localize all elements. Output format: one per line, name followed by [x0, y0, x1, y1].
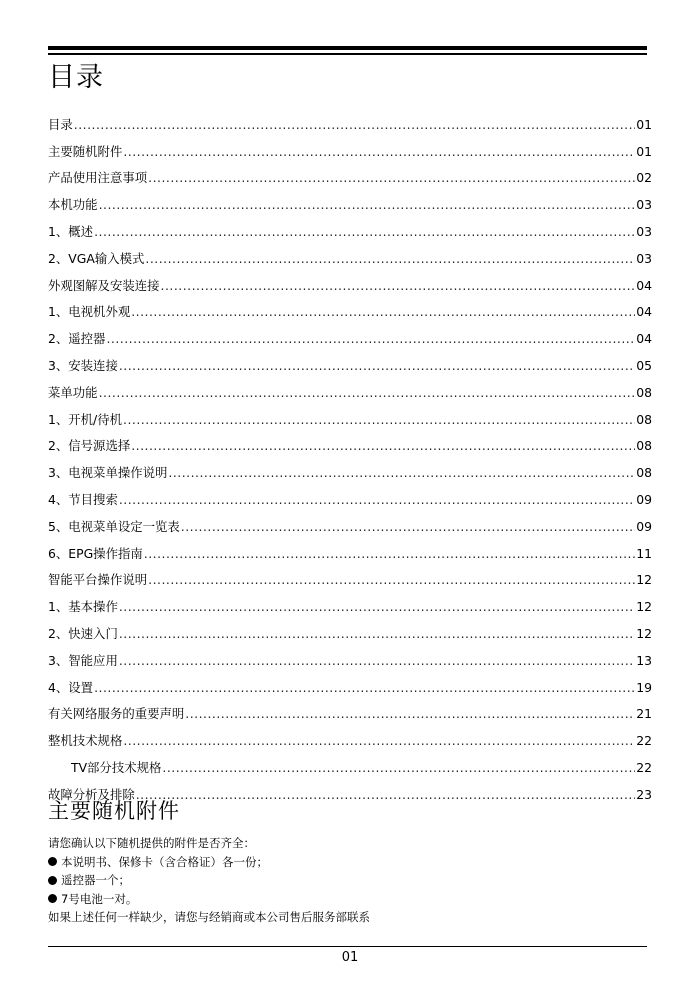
- toc-entry-title: 3、智能应用: [48, 652, 118, 668]
- toc-leader-dots: [119, 653, 635, 668]
- toc-entry[interactable]: [48, 614, 652, 641]
- list-item-text: 遥控器一个；: [61, 873, 130, 888]
- toc-leader-dots: [168, 465, 635, 480]
- header-rule-thin: [48, 53, 647, 55]
- toc-entry[interactable]: [48, 266, 652, 293]
- toc-entry-title: 目录: [48, 116, 73, 132]
- toc-entry-page: 09: [636, 491, 652, 507]
- toc-entry-page: 05: [636, 357, 652, 373]
- toc-leader-dots: [119, 358, 635, 373]
- toc-entry-page: 03: [636, 250, 652, 266]
- toc-leader-dots: [148, 170, 635, 185]
- toc-entry[interactable]: [48, 480, 652, 507]
- toc-entry[interactable]: [48, 239, 652, 266]
- toc-leader-dots: [99, 197, 636, 212]
- list-item: [48, 890, 652, 909]
- toc-entry-page: 08: [636, 384, 652, 400]
- toc-leader-dots: [131, 304, 635, 319]
- page-number: 01: [341, 950, 359, 965]
- toc-leader-dots: [123, 733, 635, 748]
- toc-entry-title: 2、信号源选择: [48, 438, 131, 454]
- toc-entry-title: 智能平台操作说明: [48, 572, 148, 588]
- toc-entry-page: 08: [636, 411, 652, 427]
- toc-entry-page: 22: [636, 733, 652, 749]
- toc-entry[interactable]: [48, 561, 652, 588]
- list-item: [48, 871, 652, 890]
- bullet-icon: [48, 857, 57, 866]
- toc-entry[interactable]: [48, 641, 652, 668]
- bullet-icon: [48, 876, 57, 885]
- toc-entry-page: 19: [636, 679, 652, 695]
- toc-entry-title: 1、电视机外观: [48, 304, 131, 320]
- toc-entry-title: 1、概述: [48, 223, 94, 239]
- toc-entry-page: 04: [636, 277, 652, 293]
- list-item: [48, 853, 652, 872]
- toc-leader-dots: [119, 626, 635, 641]
- table-of-contents: [48, 105, 652, 802]
- toc-entry-title: TV部分技术规格: [71, 759, 162, 775]
- toc-entry[interactable]: [48, 346, 652, 373]
- toc-entry-page: 03: [636, 223, 652, 239]
- toc-leader-dots: [94, 224, 635, 239]
- toc-entry-page: 12: [636, 625, 652, 641]
- toc-entry-title: 主要随机附件: [48, 143, 123, 159]
- toc-leader-dots: [185, 706, 635, 721]
- toc-leader-dots: [119, 599, 635, 614]
- accessories-note: 如果上述任何一样缺少，请您与经销商或本公司售后服务部联系: [48, 910, 370, 925]
- toc-entry-page: 01: [636, 116, 652, 132]
- accessories-heading: 主要随机附件: [48, 799, 180, 823]
- toc-entry-page: 09: [636, 518, 652, 534]
- toc-leader-dots: [74, 117, 635, 132]
- accessories-section: [48, 834, 652, 927]
- toc-entry[interactable]: [48, 534, 652, 561]
- toc-entry-page: 21: [636, 706, 652, 722]
- header-rule-thick: [48, 46, 647, 50]
- toc-entry[interactable]: [48, 668, 652, 695]
- toc-entry-page: 04: [636, 331, 652, 347]
- toc-entry[interactable]: [48, 400, 652, 427]
- toc-entry-title: 本机功能: [48, 197, 98, 213]
- toc-entry-page: 04: [636, 304, 652, 320]
- toc-entry[interactable]: [48, 748, 652, 775]
- toc-entry-title: 外观图解及安装连接: [48, 277, 160, 293]
- toc-leader-dots: [119, 492, 635, 507]
- toc-entry-title: 整机技术规格: [48, 733, 123, 749]
- bullet-icon: [48, 894, 57, 903]
- toc-entry[interactable]: [48, 185, 652, 212]
- toc-leader-dots: [123, 412, 635, 427]
- toc-entry[interactable]: [48, 453, 652, 480]
- toc-entry-page: 03: [636, 197, 652, 213]
- toc-entry-title: 3、电视菜单操作说明: [48, 465, 168, 481]
- toc-entry-title: 1、基本操作: [48, 599, 118, 615]
- toc-leader-dots: [99, 385, 636, 400]
- toc-entry-title: 有关网络服务的重要声明: [48, 706, 185, 722]
- toc-entry[interactable]: [48, 695, 652, 722]
- toc-entry-page: 23: [636, 786, 652, 802]
- toc-entry[interactable]: [48, 427, 652, 454]
- toc-leader-dots: [94, 680, 635, 695]
- toc-entry-title: 4、设置: [48, 679, 94, 695]
- toc-entry-title: 2、遥控器: [48, 331, 106, 347]
- toc-entry-page: 22: [636, 759, 652, 775]
- toc-entry[interactable]: [48, 507, 652, 534]
- toc-leader-dots: [136, 787, 635, 802]
- toc-entry-title: 6、EPG操作指南: [48, 545, 143, 561]
- toc-entry-page: 01: [636, 143, 652, 159]
- toc-entry[interactable]: [48, 373, 652, 400]
- toc-leader-dots: [148, 572, 635, 587]
- toc-entry[interactable]: [48, 212, 652, 239]
- toc-entry[interactable]: [48, 132, 652, 159]
- list-item-text: 本说明书、保修卡（含合格证）各一份；: [61, 854, 268, 869]
- toc-entry-page: 12: [636, 599, 652, 615]
- toc-entry[interactable]: [48, 319, 652, 346]
- toc-entry-title: 1、开机/待机: [48, 411, 123, 427]
- toc-entry-title: 5、电视菜单设定一览表: [48, 518, 180, 534]
- toc-entry-title: 2、快速入门: [48, 625, 118, 641]
- toc-leader-dots: [145, 251, 635, 266]
- toc-entry[interactable]: [48, 159, 652, 186]
- list-item-text: 7号电池一对。: [61, 891, 138, 906]
- toc-entry-title: 3、安装连接: [48, 357, 118, 373]
- toc-leader-dots: [123, 144, 635, 159]
- toc-entry[interactable]: [48, 587, 652, 614]
- toc-entry-page: 08: [636, 438, 652, 454]
- accessories-intro: 请您确认以下随机提供的附件是否齐全：: [48, 836, 255, 850]
- toc-entry-title: 菜单功能: [48, 384, 98, 400]
- toc-leader-dots: [131, 438, 635, 453]
- toc-entry-title: 4、节目搜索: [48, 491, 118, 507]
- toc-leader-dots: [162, 760, 635, 775]
- footer-rule: [48, 946, 647, 947]
- toc-leader-dots: [106, 331, 635, 346]
- toc-entry-title: 2、VGA输入模式: [48, 250, 145, 266]
- toc-leader-dots: [144, 546, 635, 561]
- toc-entry-page: 11: [636, 545, 652, 561]
- toc-heading: 目录: [48, 62, 104, 93]
- toc-entry-title: 产品使用注意事项: [48, 170, 148, 186]
- toc-entry[interactable]: [48, 293, 652, 320]
- toc-entry-page: 08: [636, 465, 652, 481]
- toc-leader-dots: [161, 278, 636, 293]
- toc-entry-page: 02: [636, 170, 652, 186]
- toc-leader-dots: [181, 519, 635, 534]
- toc-entry-title: 故障分析及排除: [48, 786, 135, 802]
- toc-entry[interactable]: [48, 105, 652, 132]
- toc-entry[interactable]: [48, 721, 652, 748]
- toc-entry-page: 12: [636, 572, 652, 588]
- toc-entry-page: 13: [636, 652, 652, 668]
